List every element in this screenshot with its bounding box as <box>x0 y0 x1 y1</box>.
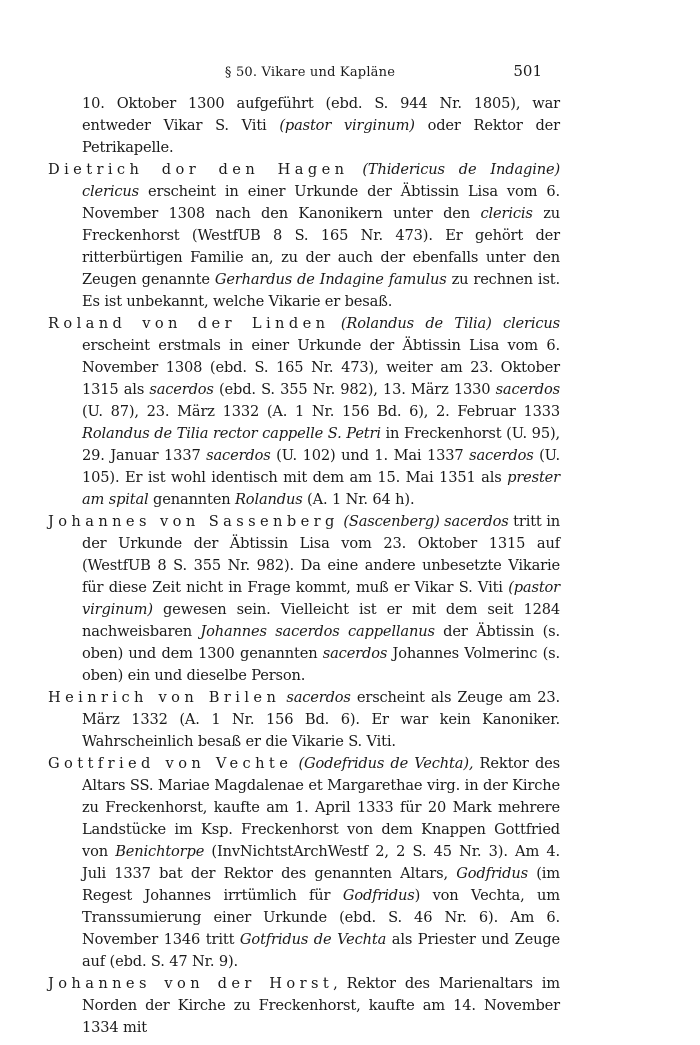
entry-text: gewesen sein. Vielleicht ist er mit dem seit 1284 nachweisbaren <box>82 601 560 640</box>
entry-continuation <box>48 93 560 159</box>
italic-text: Johannes sacerdos cappellanus <box>200 623 435 640</box>
entry-text: oder Rektor der Petrikapelle. <box>82 117 560 156</box>
entry-text: (U. 105). Er ist wohl identisch mit dem am 15. Mai 1351 als <box>82 447 560 486</box>
entry-text: in Freckenhorst (U. 95), 29. Januar 1337 <box>82 425 560 464</box>
register-entry <box>48 753 560 973</box>
italic-text: sacerdos <box>149 381 214 398</box>
italic-text: sacerdos <box>206 447 271 464</box>
entry-text: ) von Vechta, um Transsumierung einer Urkunde (ebd. S. 46 Nr. 6). Am 6. November 1346 tritt <box>82 887 560 948</box>
italic-text: Godfridus <box>456 865 528 882</box>
entry-text: (U. 87), 23. März 1332 (A. 1 Nr. 156 Bd. 6), 2. Februar 1333 <box>82 403 560 420</box>
entry-name: Johannes von der Horst <box>48 975 334 992</box>
italic-text: sacerdos <box>286 689 351 706</box>
entry-text: Rektor des Altars SS. Mariae Magdalenae et Margarethae virg. in der Kirche zu Freckenhorst, kaufte am 1. April 1333 für 20 Mark mehrere Landstücke im Ksp. Freckenhorst von dem Knappen Gottfried von <box>82 755 560 860</box>
page-number: 501 <box>513 62 542 80</box>
italic-text: prester am spital <box>82 469 560 508</box>
entry-text <box>348 161 362 178</box>
entry-text: (A. 1 Nr. 64 h). <box>302 491 415 508</box>
entry-text: , Rektor des Marienaltars im Norden der Kirche zu Freckenhorst, kaufte am 14. November 1334 mit <box>82 975 560 1036</box>
entry-text: der Äbtissin (s. oben) und dem 1300 genannten <box>82 623 560 662</box>
page-header <box>0 62 700 86</box>
italic-text: Benichtorpe <box>115 843 205 860</box>
entry-name: Heinrich von Brilen <box>48 689 281 706</box>
italic-text: (pastor virginum) <box>82 579 560 618</box>
register-entry <box>48 511 560 687</box>
italic-text: (Godefridus de Vechta), <box>298 755 474 772</box>
register-entry <box>48 973 560 1039</box>
italic-text: Gotfridus de Vechta <box>239 931 387 948</box>
italic-text: sacerdos <box>469 447 534 464</box>
italic-text: (pastor virginum) <box>279 117 415 134</box>
entry-text: (ebd. S. 355 Nr. 982), 13. März 1330 <box>213 381 496 398</box>
register-entry <box>48 687 560 753</box>
entry-text: erscheint erstmals in einer Urkunde der Äbtissin Lisa vom 6. November 1308 (ebd. S. 165 Nr. 473), weiter am 23. Oktober 1315 als <box>82 337 560 398</box>
entry-text: zu rechnen ist. Es ist unbekannt, welche Vikarie er besaß. <box>82 271 560 310</box>
italic-text: sacerdos <box>495 381 560 398</box>
entry-text: erscheint als Zeuge am 23. März 1332 (A. 1 Nr. 156 Bd. 6). Er war kein Kanoniker. Wahrscheinlich besaß er die Vikarie S. Viti. <box>82 689 560 750</box>
italic-text: Gerhardus de Indagine famulus <box>214 271 447 288</box>
italic-text: Godfridus <box>342 887 415 904</box>
italic-text: Rolandus <box>234 491 303 508</box>
register-entry <box>48 159 560 313</box>
running-head: § 50. Vikare und Kapläne <box>224 65 396 80</box>
entry-text: 10. Oktober 1300 aufgeführt (ebd. S. 944 Nr. 1805), war entweder Vikar S. Viti <box>82 95 560 134</box>
body-text <box>48 93 560 1039</box>
entry-text: (im Regest Johannes irrtümlich für <box>82 865 560 904</box>
entry-text: genannten <box>148 491 235 508</box>
entry-name: Dietrich dor den Hagen <box>48 161 349 178</box>
italic-text: (Thidericus de Indagine) clericus <box>82 161 560 200</box>
entry-text: (InvNichtstArchWestf 2, 2 S. 45 Nr. 3). Am 4. Juli 1337 bat der Rektor des genannten Altars, <box>82 843 560 882</box>
register-entry <box>48 313 560 511</box>
entry-text: tritt in der Urkunde der Äbtissin Lisa vom 23. Oktober 1315 auf (WestfUB 8 S. 355 Nr. 982). Da eine andere unbesetzte Vikarie für diese Zeit nicht in Frage kommt, muß er Vikar S. Viti <box>82 513 560 596</box>
entry-text <box>329 315 340 332</box>
entry-name: Roland von der Linden <box>48 315 330 332</box>
entry-name: Johannes von Sassenberg <box>48 513 339 530</box>
italic-text: (Rolandus de Tilia) clericus <box>340 315 560 332</box>
entry-name: Gottfried von Vechte <box>48 755 293 772</box>
italic-text: Rolandus de Tilia rector cappelle S. Petri <box>82 425 381 442</box>
italic-text: (Sascenberg) sacerdos <box>343 513 509 530</box>
entry-text: Johannes Volmerinc (s. oben) ein und dieselbe Person. <box>82 645 560 684</box>
entry-text: zu Freckenhorst (WestfUB 8 S. 165 Nr. 473). Er gehört der ritterbürtigen Familie an, zu der auch der ebenfalls unter den Zeugen genannte <box>82 205 561 288</box>
italic-text: clericis <box>480 205 533 222</box>
italic-text: sacerdos <box>322 645 388 662</box>
entry-text: (U. 102) und 1. Mai 1337 <box>270 447 470 464</box>
entry-text: als Priester und Zeuge auf (ebd. S. 47 Nr. 9). <box>82 931 561 970</box>
entry-text: erscheint in einer Urkunde der Äbtissin Lisa vom 6. November 1308 nach den Kanonikern unter den <box>82 183 560 222</box>
